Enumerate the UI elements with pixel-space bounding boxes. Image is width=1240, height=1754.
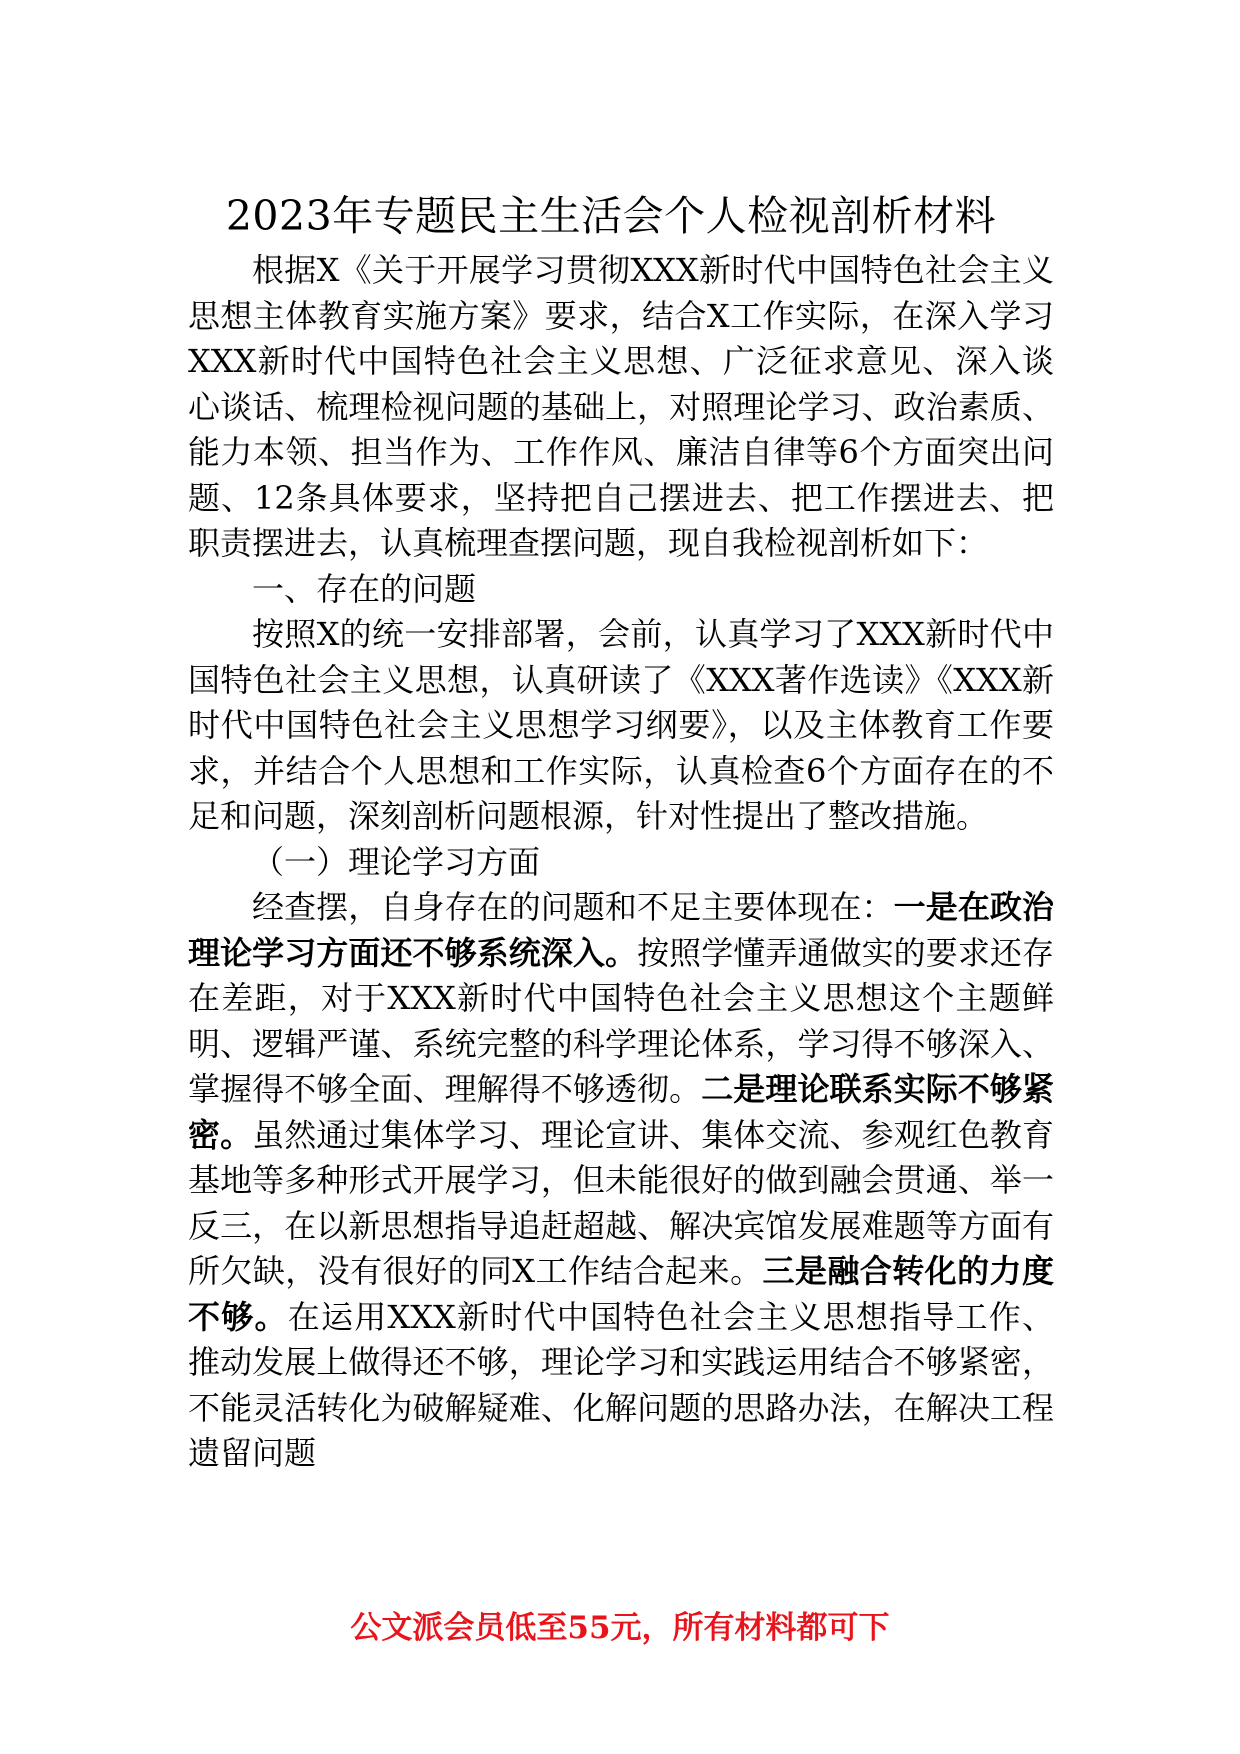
theory-study-lead: 经查摆，自身存在的问题和不足主要体现在：: [252, 888, 894, 926]
point-three-text: 在运用XXX新时代中国特色社会主义思想指导工作、推动发展上做得还不够，理论学习和实践运用结合不够紧密，不能灵活转化为破解疑难、化解问题的思路办法，在解决工程遗留问题: [188, 1297, 1054, 1472]
point-one-bold: 一是在政治理论学习方面还不够系统深入。: [188, 888, 1054, 972]
document-title: 2023年专题民主生活会个人检视剖析材料: [225, 192, 997, 240]
intro-paragraph: 根据X《关于开展学习贯彻XXX新时代中国特色社会主义思想主体教育实施方案》要求，结合X工作实际，在深入学习XXX新时代中国特色社会主义思想、广泛征求意见、深入谈心谈话、梳理检视问题的基础上，对照理论学习、政治素质、能力本领、担当作为、工作作风、廉洁自律等6个方面突出问题、12条具体要求，坚持把自己摆进去、把工作摆进去、把职责摆进去，认真梳理查摆问题，现自我检视剖析如下：: [188, 251, 1054, 562]
subsection-heading-theory-study: （一）理论学习方面: [252, 842, 541, 881]
point-two-bold: 二是理论联系实际不够紧密。: [188, 1070, 1054, 1154]
theory-study-paragraph: [188, 885, 1054, 1477]
document-page: [188, 190, 1054, 1477]
section-heading-problems: 一、存在的问题: [252, 569, 477, 608]
section-problems-paragraph: 按照X的统一安排部署，会前，认真学习了XXX新时代中国特色社会主义思想，认真研读了《XXX著作选读》《XXX新时代中国特色社会主义思想学习纲要》，以及主体教育工作要求，并结合个人思想和工作实际，认真检查6个方面存在的不足和问题，深刻剖析问题根源，针对性提出了整改措施。: [188, 615, 1054, 835]
membership-promo-footer: 公文派会员低至55元，所有材料都可下: [350, 1610, 890, 1646]
point-two-text: 虽然通过集体学习、理论宣讲、集体交流、参观红色教育基地等多种形式开展学习，但未能很好的做到融会贯通、举一反三，在以新思想指导追赶超越、解决宾馆发展难题等方面有所欠缺，没有很好的同X工作结合起来。: [188, 1115, 1054, 1290]
point-one-text: 按照学懂弄通做实的要求还存在差距，对于XXX新时代中国特色社会主义思想这个主题鲜明、逻辑严谨、系统完整的科学理论体系，学习得不够深入、掌握得不够全面、理解得不够透彻。: [188, 933, 1054, 1108]
point-three-bold: 三是融合转化的力度不够。: [188, 1252, 1054, 1336]
